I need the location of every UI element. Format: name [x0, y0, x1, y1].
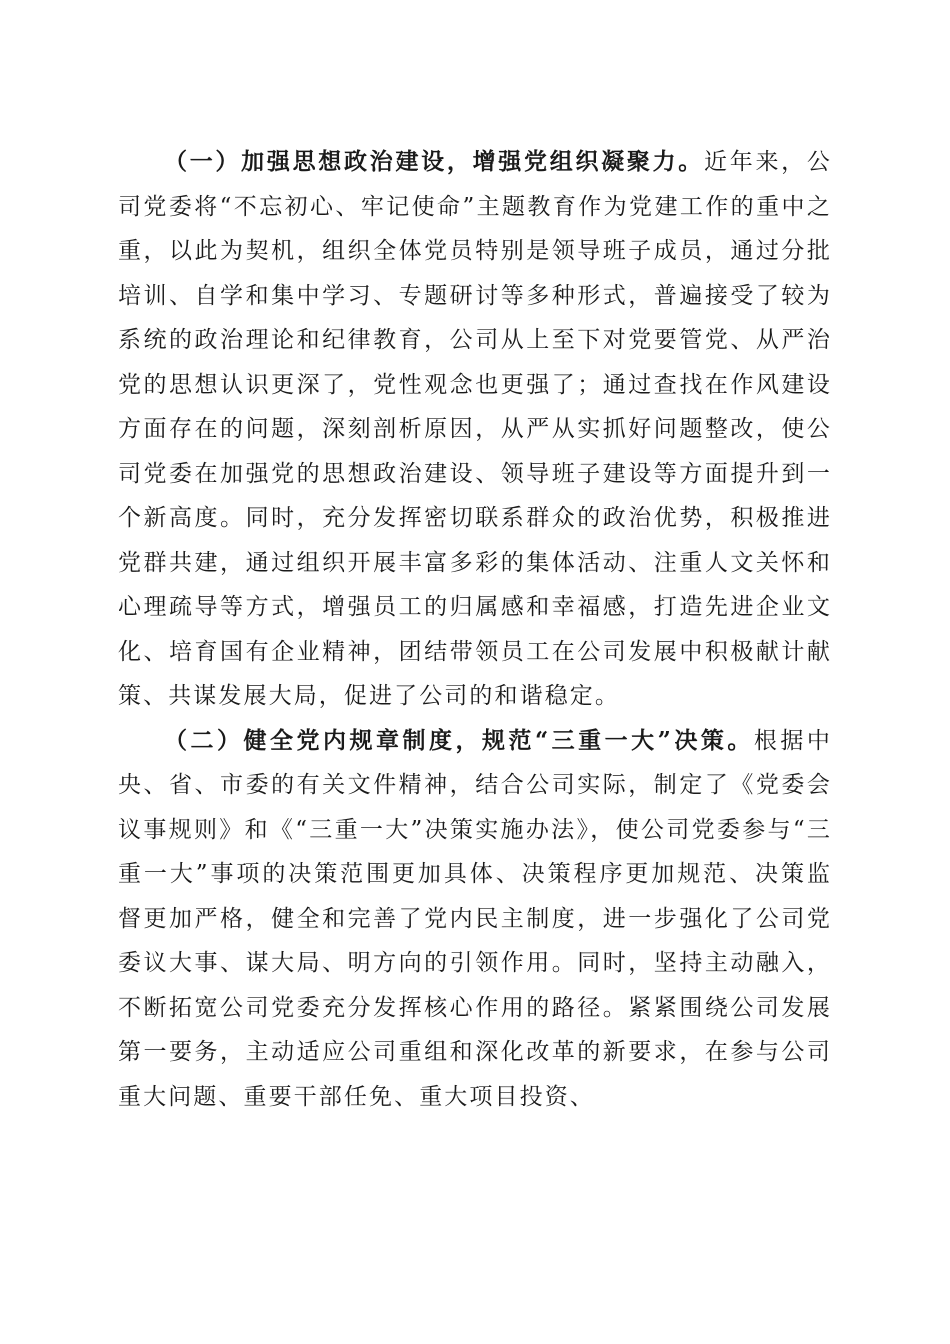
paragraph-1: [118, 140, 832, 719]
document-body: [118, 140, 832, 1119]
paragraph-1-text: 近年来，公司党委将“不忘初心、牢记使命”主题教育作为党建工作的重中之重，以此为契机，组织全体党员特别是领导班子成员，通过分批培训、自学和集中学习、专题研讨等多种形式，普遍接受了较为系统的政治理论和纪律教育，公司从上至下对党要管党、从严治党的思想认识更深了，党性观念也更强了；通过查找在作风建设方面存在的问题，深刻剖析原因，从严从实抓好问题整改，使公司党委在加强党的思想政治建设、领导班子建设等方面提升到一个新高度。同时，充分发挥密切联系群众的政治优势，积极推进党群共建，通过组织开展丰富多彩的集体活动、注重人文关怀和心理疏导等方式，增强员工的归属感和幸福感，打造先进企业文化、培育国有企业精神，团结带领员工在公司发展中积极献计献策、共谋发展大局，促进了公司的和谐稳定。: [118, 149, 832, 709]
paragraph-2-text: 根据中央、省、市委的有关文件精神，结合公司实际，制定了《党委会议事规则》和《“三重一大”决策实施办法》，使公司党委参与“三重一大”事项的决策范围更加具体、决策程序更加规范、决策监督更加严格，健全和完善了党内民主制度，进一步强化了公司党委议大事、谋大局、明方向的引领作用。同时，坚持主动融入，不断拓宽公司党委充分发挥核心作用的路径。紧紧围绕公司发展第一要务，主动适应公司重组和深化改革的新要求，在参与公司重大问题、重要干部任免、重大项目投资、: [118, 727, 832, 1110]
paragraph-2: [118, 719, 832, 1120]
paragraph-2-heading: （二）健全党内规章制度，规范“三重一大”决策。: [164, 726, 754, 754]
paragraph-1-heading: （一）加强思想政治建设，增强党组织凝聚力。: [164, 148, 705, 175]
